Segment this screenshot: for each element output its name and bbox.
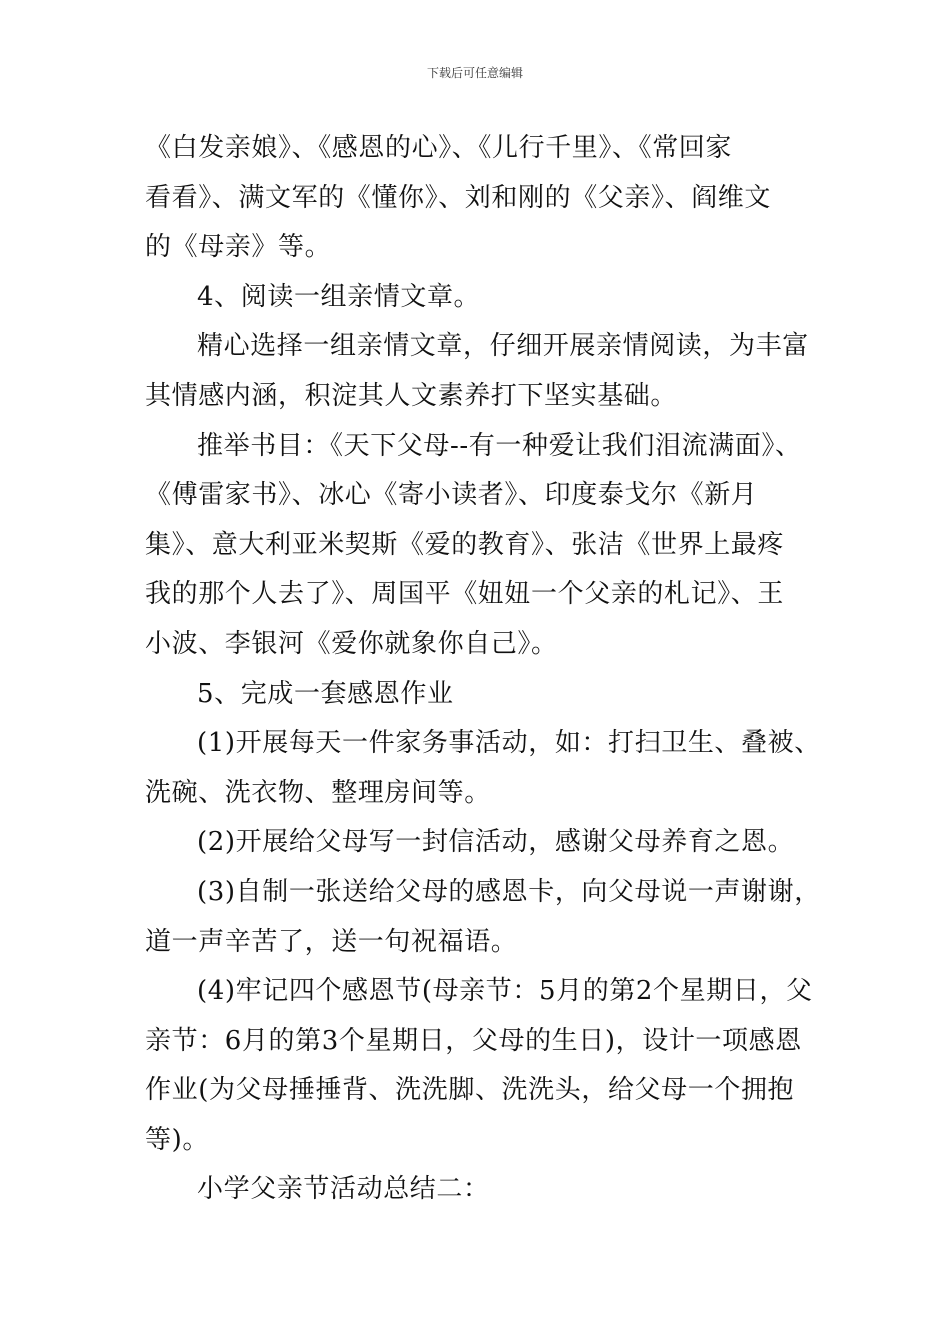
text-line: 推举书目：《天下父母--有一种爱让我们泪流满面》、 xyxy=(197,430,802,461)
section-heading: 小学父亲节活动总结二： xyxy=(197,1174,490,1205)
text-line: 集》、意大利亚米契斯《爱的教育》、张洁《世界上最疼 xyxy=(145,529,785,560)
text-line: 作业(为父母捶捶背、洗洗脚、洗洗头，给父母一个拥抱 xyxy=(145,1075,795,1106)
section-heading: 5、完成一套感恩作业 xyxy=(197,678,454,709)
text-line: 精心选择一组亲情文章，仔细开展亲情阅读，为丰富 xyxy=(197,331,809,362)
text-line: 看看》、满文军的《懂你》、刘和刚的《父亲》、阎维文 xyxy=(145,182,772,213)
page-header: 下载后可任意编辑 xyxy=(426,66,523,80)
text-line: 洗碗、洗衣物、整理房间等。 xyxy=(145,777,491,808)
text-line: (2)开展给父母写一封信活动，感谢父母养育之恩。 xyxy=(197,827,795,858)
section-heading: 4、阅读一组亲情文章。 xyxy=(197,281,481,312)
text-line: 其情感内涵，积淀其人文素养打下坚实基础。 xyxy=(145,380,678,411)
document-body xyxy=(145,124,835,1215)
text-line: 《傅雷家书》、冰心《寄小读者》、印度泰戈尔《新月 xyxy=(145,480,758,511)
text-line: 《白发亲娘》、《感恩的心》、《儿行千里》、《常回家 xyxy=(145,133,733,163)
text-line: 我的那个人去了》、周国平《妞妞一个父亲的札记》、王 xyxy=(145,579,785,610)
text-line: 道一声辛苦了，送一句祝福语。 xyxy=(145,926,518,957)
text-line: (3)自制一张送给父母的感恩卡，向父母说一声谢谢， xyxy=(197,876,821,907)
text-line: 等)。 xyxy=(145,1124,209,1155)
text-line: 小波、李银河《爱你就象你自己》。 xyxy=(145,628,558,659)
text-line: 的《母亲》等。 xyxy=(145,232,332,263)
text-line: (4)牢记四个感恩节(母亲节：5月的第2个星期日，父 xyxy=(197,976,813,1007)
text-line: (1)开展每天一件家务事活动，如：打扫卫生、叠被、 xyxy=(197,728,821,759)
text-line: 亲节：6月的第3个星期日，父母的生日)，设计一项感恩 xyxy=(145,1025,802,1056)
